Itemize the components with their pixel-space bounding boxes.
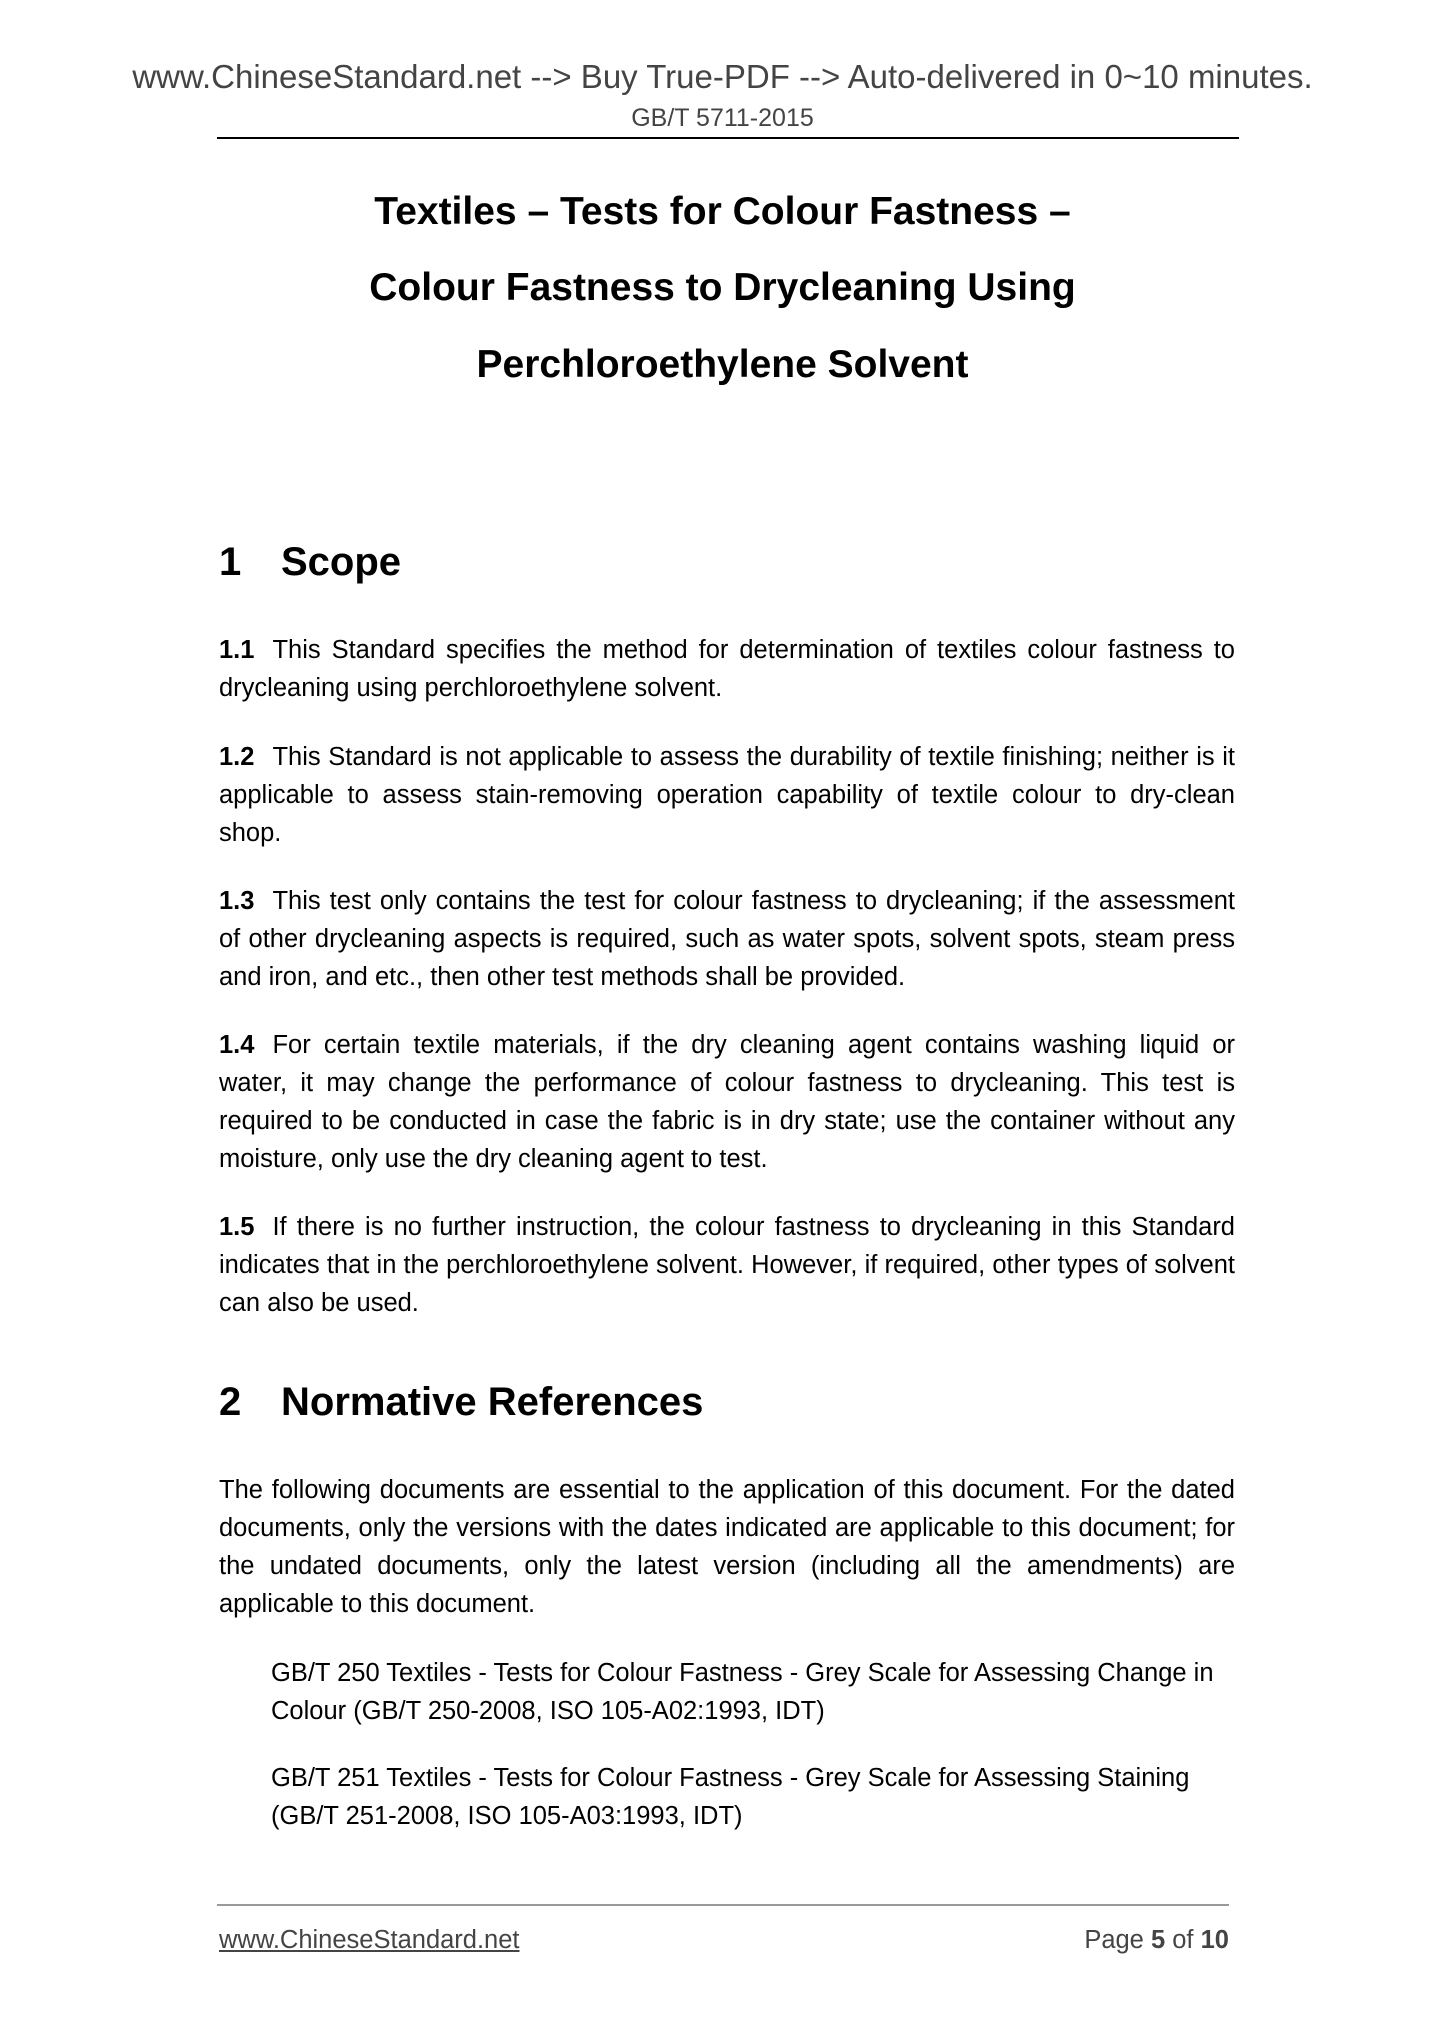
section-title: Scope xyxy=(281,540,402,584)
clause-1-4 xyxy=(219,1026,1235,1178)
current-page: 5 xyxy=(1150,1926,1166,1954)
clause-number: 1.2 xyxy=(219,743,255,771)
clause-1-2 xyxy=(219,738,1235,852)
clause-number: 1.4 xyxy=(219,1031,255,1059)
section-number: 1 xyxy=(219,540,242,584)
reference-item: GB/T 250 Textiles - Tests for Colour Fastness - Grey Scale for Assessing Change in Colour (GB/T 250-2008, ISO 105-A02:1993, IDT) xyxy=(271,1659,1214,1725)
page-of: of xyxy=(1172,1926,1194,1954)
clause-number: 1.3 xyxy=(219,887,255,915)
doc-title-line-2: Colour Fastness to Drycleaning Using xyxy=(369,266,1076,309)
section-title: Normative References xyxy=(281,1380,704,1424)
clause-text: This Standard is not applicable to assess the durability of textile finishing; neither is it applicable to assess stain-removing operation capability of textile colour to dry-clean shop. xyxy=(219,743,1235,847)
section-number: 2 xyxy=(219,1380,242,1424)
page-indicator xyxy=(1084,1926,1229,1955)
header-divider xyxy=(217,137,1239,139)
footer-link[interactable]: www.ChineseStandard.net xyxy=(219,1926,520,1954)
clause-text: For certain textile materials, if the dry cleaning agent contains washing liquid or water, it may change the performance of colour fastness to drycleaning. This test is required to be conducted in case the fabric is in dry state; use the container without any moisture, only use the dry cleaning agent to test. xyxy=(219,1031,1235,1173)
clause-1-5 xyxy=(219,1208,1235,1322)
reference-item: GB/T 251 Textiles - Tests for Colour Fastness - Grey Scale for Assessing Staining (GB/T 251-2008, ISO 105-A03:1993, IDT) xyxy=(271,1764,1190,1830)
total-pages: 10 xyxy=(1200,1926,1229,1954)
header-doc-id: GB/T 5711-2015 xyxy=(631,104,814,132)
header-banner: www.ChineseStandard.net --> Buy True-PDF --> Auto-delivered in 0~10 minutes. xyxy=(132,58,1313,95)
doc-title-line-3: Perchloroethylene Solvent xyxy=(476,343,969,386)
clause-text: This Standard specifies the method for determination of textiles colour fastness to drycleaning using perchloroethylene solvent. xyxy=(219,636,1235,702)
section-heading-scope xyxy=(219,540,401,585)
doc-title-line-1: Textiles – Tests for Colour Fastness – xyxy=(374,190,1071,233)
footer-divider xyxy=(217,1904,1229,1906)
clause-text: This test only contains the test for colour fastness to drycleaning; if the assessment of other drycleaning aspects is required, such as water spots, solvent spots, steam press and iron, and etc., then other test methods shall be provided. xyxy=(219,887,1235,991)
clause-number: 1.1 xyxy=(219,636,255,664)
clause-text: If there is no further instruction, the colour fastness to drycleaning in this Standard indicates that in the perchloroethylene solvent. However, if required, other types of solvent can also be used. xyxy=(219,1213,1235,1317)
normative-intro: The following documents are essential to the application of this document. For the dated documents, only the versions with the dates indicated are applicable to this document; for the undated documents, only the latest version (including all the amendments) are applicable to this document. xyxy=(219,1476,1235,1618)
page-label: Page xyxy=(1084,1926,1144,1954)
clause-1-1 xyxy=(219,631,1235,707)
clause-1-3 xyxy=(219,882,1235,996)
section-heading-normative-references xyxy=(219,1380,703,1425)
clause-number: 1.5 xyxy=(219,1213,255,1241)
